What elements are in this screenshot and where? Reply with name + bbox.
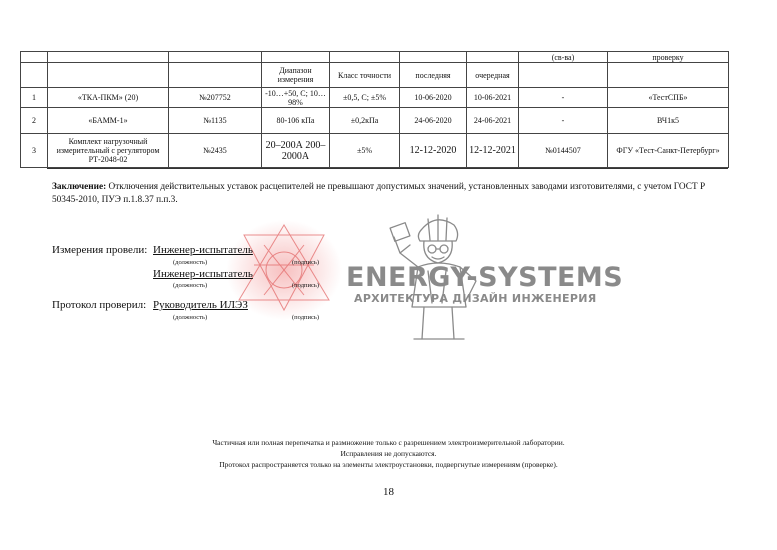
footer-line-2: Исправления не допускаются. [340,449,437,458]
position-caption: (должность) [173,282,208,289]
measurement-range: 80-106 кПа [262,108,330,134]
table-bottom-rule [47,168,728,169]
header-verification-cut: проверку [608,52,729,63]
certificate-number: №0144507 [519,134,608,168]
table-row [21,134,729,168]
signature-caption: (подпись) [292,314,319,321]
last-verification: 24-06-2020 [400,108,467,134]
checked-by-label: Протокол проверил: [52,299,147,311]
certificate-number: - [519,88,608,108]
footer-line-3: Протокол распространяется только на элементы электроустановки, подвергнутые измерениям (проверке). [219,460,558,469]
engineer-position-2: Инженер-испытатель [153,268,253,280]
header-next: очередная [467,63,519,88]
position-caption: (должность) [173,259,208,266]
position-caption: (должность) [173,314,208,321]
signature-caption: (подпись) [292,282,319,289]
conclusion-label: Заключение: [52,182,107,192]
page-number: 18 [383,486,394,498]
table-row [21,88,729,108]
conclusion-paragraph [52,181,724,207]
measurement-range: -10…+50, С; 10…98% [262,88,330,108]
row-number: 2 [21,108,48,134]
accuracy-class: ±0,2кПа [330,108,400,134]
instrument-name: «ТКА-ПКМ» (20) [48,88,169,108]
watermark-subtitle: АРХИТЕКТУРА ДИЗАЙН ИНЖЕНЕРИЯ [354,292,597,305]
next-verification: 24-06-2021 [467,108,519,134]
certificate-number: - [519,108,608,134]
header-last: последняя [400,63,467,88]
measured-by-label: Измерения провели: [52,244,148,256]
footer-line-1: Частичная или полная перепечатка и размножение только с разрешением электроизмерительной лаборатории. [212,438,565,447]
header-accuracy: Класс точности [330,63,400,88]
serial-number: №2435 [169,134,262,168]
serial-number: №207752 [169,88,262,108]
instrument-name: «БАММ-1» [48,108,169,134]
verification-org: ВЧ1к5 [608,108,729,134]
header-range: Диапазон измерения [262,63,330,88]
verification-org: ФГУ «Тест-Санкт-Петербург» [608,134,729,168]
watermark-title: ENERGY-SYSTEMS [346,262,624,293]
signature-caption: (подпись) [292,259,319,266]
instrument-name: Комплект нагрузочный измерительный с регулятором РТ-2048-02 [48,134,169,168]
table-row [21,108,729,134]
row-number: 1 [21,88,48,108]
row-number: 3 [21,134,48,168]
instruments-table [20,51,729,168]
accuracy-class: ±5% [330,134,400,168]
conclusion-text: Отключения действительных уставок расцепителей не превышают допустимых значений, установленных заводами изготовителями, с учетом ГОСТ Р 50345-2010, ПУЭ п.1.8.37 п.п.3. [52,182,706,205]
engineer-position-1: Инженер-испытатель [153,244,253,256]
measurement-range: 20–200А 200–2000А [262,134,330,168]
table-header-row [21,63,729,88]
head-position: Руководитель ИЛЭЗ [153,299,248,311]
next-verification: 10-06-2021 [467,88,519,108]
accuracy-class: ±0,5, С; ±5% [330,88,400,108]
verification-org: «ТестСПБ» [608,88,729,108]
serial-number: №1135 [169,108,262,134]
header-certificate-cut: (св-ва) [519,52,608,63]
last-verification: 12-12-2020 [400,134,467,168]
next-verification: 12-12-2021 [467,134,519,168]
last-verification: 10-06-2020 [400,88,467,108]
table-header-cut-row [21,52,729,63]
